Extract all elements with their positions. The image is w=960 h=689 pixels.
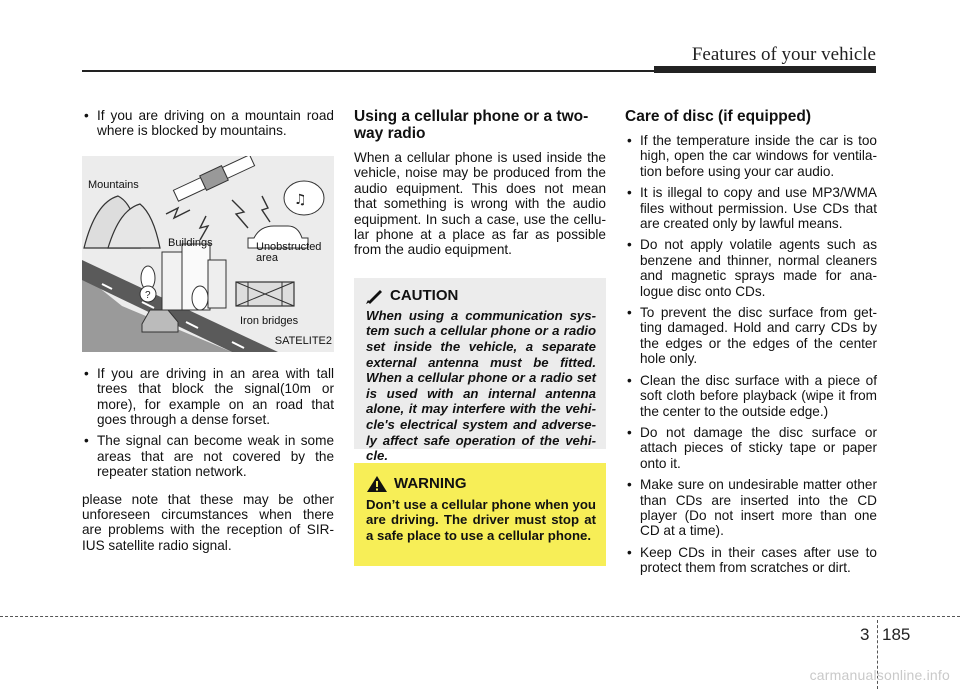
list-item: • Do not damage the disc surface or attach pieces of sticky tape or paper onto it. xyxy=(625,425,877,471)
section-heading-cellular: Using a cellular phone or a two- way radio xyxy=(354,108,589,142)
list-item: • The signal can become weak in some areas that are not covered by the repeater station network. xyxy=(82,433,334,479)
list-item: • If you are driving on a mountain road where is blocked by mountains. xyxy=(82,108,334,139)
sirius-note-paragraph: please note that these may be other unforeseen circumstances when there are problems with the reception of SIR- IUS satellite radio signal. xyxy=(82,491,334,553)
svg-text:?: ? xyxy=(145,289,151,301)
header-bar xyxy=(654,66,876,73)
figure-label-iron-bridges: Iron bridges xyxy=(240,314,299,327)
figure-label-mountains: Mountains xyxy=(88,178,139,191)
section-heading-disc-care: Care of disc (if equipped) xyxy=(625,108,812,125)
column-middle xyxy=(354,108,606,566)
caution-text: When using a communication sys- tem such a cellular phone or a radio set inside the vehicle, a separate external antenna must be fitted. When a cellular phone or a radio set is used with an internal antenna alone, it may interfere with the vehi- cle's electrical system and adverse- ly affect safe operation of the vehi- cle. xyxy=(366,307,596,464)
watermark-text: carmanualsonline.info xyxy=(809,667,950,683)
list-item: • Make sure on undesirable matter other than CDs are inserted into the CD player (Do not insert more than one CD at a time). xyxy=(625,477,877,539)
warning-text: Don’t use a cellular phone when you are driving. The driver must stop at a safe place to use a cellular phone. xyxy=(366,496,596,544)
bullet-list-bottom xyxy=(82,366,334,480)
list-item: • If you are driving in an area with tall trees that block the signal(10m or more), for example on an road that goes through a dense forset. xyxy=(82,366,334,428)
satellite-reception-figure xyxy=(82,156,334,352)
caution-box xyxy=(354,278,606,464)
list-item: • It is illegal to copy and use MP3/WMA files without permission. Use CDs that are created only by lawful means. xyxy=(625,185,877,231)
cellular-paragraph: When a cellular phone is used inside the vehicle, noise may be produced from the audio equipment. This does not mean that something is wrong with the audio equipment. In such a case, use the cellu- lar phone at a place as far as possible from the audio equipment. xyxy=(354,150,606,258)
column-left xyxy=(82,108,334,567)
chapter-number: 3 xyxy=(860,625,870,644)
list-item: • To prevent the disc surface from get- ting damaged. Hold and carry CDs by the edges or the edges of the center hole only. xyxy=(625,305,877,367)
figure-label-unobstructed: Unobstructed xyxy=(256,240,322,253)
footer-rule xyxy=(0,616,960,618)
warning-triangle-icon xyxy=(366,475,388,493)
column-right xyxy=(625,108,877,582)
caution-pen-icon xyxy=(366,288,384,304)
figure-label-buildings: Buildings xyxy=(168,236,213,249)
warning-title: WARNING xyxy=(394,475,467,493)
figure-code: SATELITE2 xyxy=(274,335,332,348)
svg-text:♫: ♫ xyxy=(294,191,307,208)
caution-title: CAUTION xyxy=(390,287,459,305)
bullet-list-top xyxy=(82,108,334,139)
page-header-title: Features of your vehicle xyxy=(691,44,876,65)
list-item: • Clean the disc surface with a piece of soft cloth before playback (wipe it from the center to the outside edge.) xyxy=(625,373,877,419)
list-item: • Do not apply volatile agents such as benzene and thinner, normal cleaners and magnetic sprays made for ana- logue disc onto CDs. xyxy=(625,237,877,299)
figure-label-area: area xyxy=(256,251,279,264)
list-item: • If the temperature inside the car is too high, open the car windows for ventila- tion before using your car audio. xyxy=(625,133,877,179)
list-item: • Keep CDs in their cases after use to protect them from scratches or dirt. xyxy=(625,545,877,576)
disc-care-list xyxy=(625,133,877,576)
warning-box xyxy=(354,463,606,566)
page-number: 185 xyxy=(882,625,911,644)
